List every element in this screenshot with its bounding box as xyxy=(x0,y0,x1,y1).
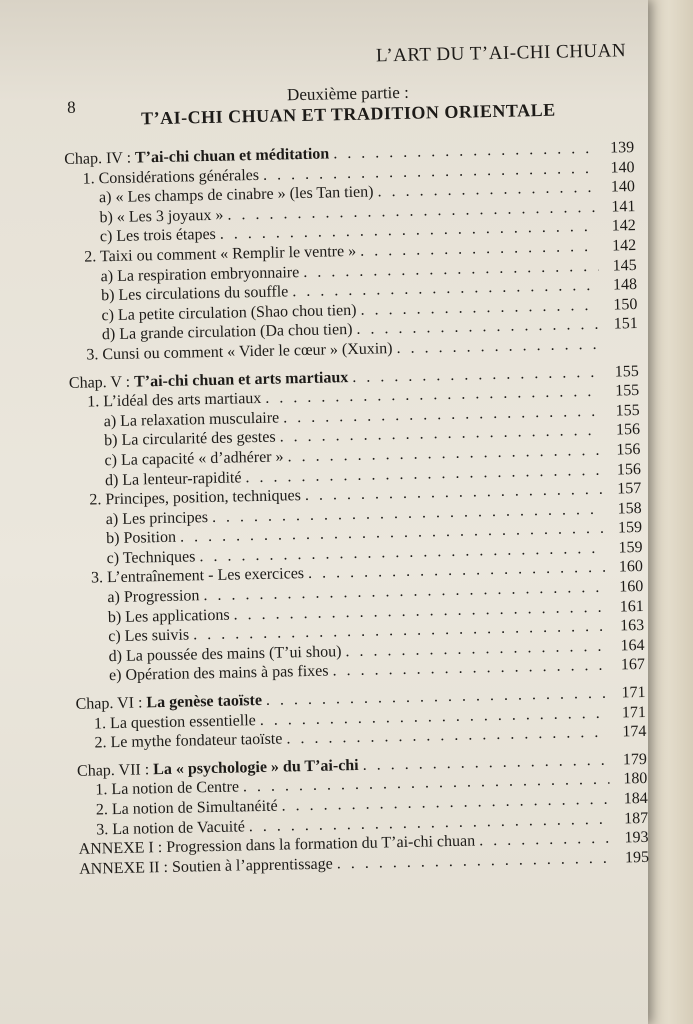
toc-entry-prefix: ANNEXE II : xyxy=(78,858,173,878)
toc-entry-prefix: c) xyxy=(101,306,119,324)
toc-entry-label xyxy=(109,662,329,686)
toc-page-number: 160 xyxy=(619,578,644,596)
toc-page-number: 155 xyxy=(615,382,640,400)
toc-page-number: 164 xyxy=(620,636,645,655)
page-content xyxy=(62,40,649,879)
toc-entry-title: La notion de Vacuité xyxy=(112,817,245,838)
toc-entry-title: La capacité « d’adhérer » xyxy=(120,448,284,469)
toc-page-number: 139 xyxy=(609,139,635,157)
toc-entry-title: Cunsi ou comment « Vider le cœur » (Xuxin) xyxy=(102,340,393,364)
toc-entry-title: Principes, position, techniques xyxy=(105,487,302,509)
toc-entry-prefix: c) xyxy=(106,549,123,568)
toc-page-number: 155 xyxy=(615,401,640,420)
toc-entry-prefix: a) xyxy=(103,412,121,430)
toc-entry-title: Progression dans la formation du T’ai-chi chuan xyxy=(166,832,476,857)
toc-page-number: 159 xyxy=(617,519,643,537)
toc-entry-prefix: 3. xyxy=(86,346,103,364)
table-of-contents xyxy=(64,138,649,879)
toc-entry-prefix: 1. xyxy=(82,169,99,188)
toc-entry-title: La grande circulation (Da chou tien) xyxy=(119,321,353,344)
toc-entry-prefix: d) xyxy=(101,326,120,344)
toc-entry-title: Progression xyxy=(123,587,200,606)
toc-entry-label xyxy=(99,205,223,227)
toc-entry-prefix: Chap. IV : xyxy=(64,149,136,168)
toc-page-number: 157 xyxy=(617,480,642,498)
toc-entry-title: La lenteur-rapidité xyxy=(122,468,242,489)
toc-page-number: 161 xyxy=(619,597,644,616)
dot-leader xyxy=(396,335,600,359)
toc-entry-title: Les applications xyxy=(124,606,230,626)
toc-entry-prefix: Chap. V : xyxy=(68,373,135,392)
toc-entry-label xyxy=(107,586,199,608)
toc-entry-prefix: 1. xyxy=(95,781,112,799)
toc-entry-title: La notion de Centre xyxy=(111,778,240,799)
toc-entry-prefix: ANNEXE I : xyxy=(78,839,167,859)
toc-entry-title: La notion de Simultanéité xyxy=(111,797,278,819)
toc-page-number: 156 xyxy=(616,460,642,478)
toc-page-number: 159 xyxy=(618,538,643,557)
toc-page-number: 155 xyxy=(614,362,639,381)
toc-page-number: 151 xyxy=(613,315,638,333)
toc-entry-title: Les suivis xyxy=(124,626,190,646)
toc-entry-title: L’idéal des arts martiaux xyxy=(103,390,262,411)
toc-page-number: 140 xyxy=(610,178,636,196)
toc-entry-prefix: 2. xyxy=(89,491,106,509)
toc-entry-label xyxy=(106,508,209,530)
toc-page-number: 171 xyxy=(621,683,646,702)
toc-entry-title: Les trois étapes xyxy=(116,226,217,246)
toc-entry-title: La respiration embryonnaire xyxy=(116,263,300,285)
toc-entry-prefix: c) xyxy=(99,228,117,246)
toc-entry-prefix: b) xyxy=(100,287,119,305)
toc-entry-title: Soutien à l’apprentissage xyxy=(171,855,333,876)
toc-page-number xyxy=(604,348,638,349)
toc-entry-prefix: b) xyxy=(99,208,117,227)
part-heading xyxy=(63,68,634,142)
toc-entry-title: La circularité des gestes xyxy=(121,428,276,450)
running-header: L’ART DU T’AI-CHI CHUAN xyxy=(375,40,627,67)
toc-entry-title: Position xyxy=(123,529,177,548)
toc-entry-prefix: b) xyxy=(107,608,126,626)
page-number: 8 xyxy=(66,97,76,117)
toc-entry-prefix: 1. xyxy=(87,393,104,411)
toc-entry-title: La relaxation musculaire xyxy=(120,409,280,430)
toc-entry-title: La poussée des mains (T’ui shou) xyxy=(125,643,342,665)
toc-entry-title: La petite circulation (Shao chou tien) xyxy=(117,301,357,324)
toc-entry-title: Opération des mains à pas fixes xyxy=(125,662,329,685)
toc-page-number: 156 xyxy=(616,440,641,459)
toc-page-number: 141 xyxy=(611,197,636,216)
toc-entry-prefix: 2. xyxy=(95,801,113,819)
toc-entry-title: Le mythe fondateur taoïste xyxy=(110,730,283,752)
toc-entry-title: Les circulations du souffle xyxy=(118,283,289,305)
toc-entry-label xyxy=(106,547,195,568)
toc-page-number: 150 xyxy=(613,295,638,314)
toc-entry-prefix: 3. xyxy=(96,820,113,839)
toc-entry-label xyxy=(79,854,333,879)
toc-entry-label xyxy=(106,528,176,549)
toc-entry-label xyxy=(100,225,216,247)
toc-page-number: 140 xyxy=(610,158,635,177)
toc-entry-prefix: 3. xyxy=(90,569,108,587)
toc-entry-prefix: a) xyxy=(100,267,118,285)
toc-page-number: 180 xyxy=(623,770,648,788)
toc-entry-label xyxy=(108,626,189,647)
toc-page-number: 142 xyxy=(612,236,637,255)
toc-page-number: 167 xyxy=(620,656,646,674)
toc-page-number: 158 xyxy=(617,499,642,518)
toc-entry-title: L’entraînement - Les exercices xyxy=(106,565,305,587)
toc-entry-title: La « psychologie » du T’ai-chi xyxy=(153,756,359,779)
toc-entry-title: Techniques xyxy=(122,548,196,567)
toc-entry-title: La genèse taoïste xyxy=(146,691,263,712)
toc-entry-title: « Les 3 joyaux » xyxy=(116,206,224,226)
toc-page-number: 195 xyxy=(624,848,650,867)
toc-entry-prefix: a) xyxy=(98,189,116,207)
toc-page-number: 163 xyxy=(619,617,645,635)
toc-page-number: 179 xyxy=(622,750,648,769)
toc-entry-prefix: a) xyxy=(107,588,125,607)
toc-page-number: 187 xyxy=(623,809,649,827)
toc-entry-prefix: e) xyxy=(108,667,126,685)
toc-entry-title: « Les champs de cinabre » (les Tan tien) xyxy=(115,183,374,207)
toc-entry-label xyxy=(108,605,230,627)
toc-page-number: 174 xyxy=(622,723,647,741)
toc-entry-title: Considérations générales xyxy=(98,166,260,187)
toc-entry-prefix: c) xyxy=(108,628,125,646)
toc-entry-title: La question essentielle xyxy=(109,711,256,732)
toc-page-number: 148 xyxy=(612,276,638,294)
toc-entry-prefix: 2. xyxy=(94,734,111,752)
toc-entry-prefix: Chap. VII : xyxy=(76,761,154,780)
toc-entry-prefix: b) xyxy=(103,432,122,450)
toc-entry-prefix: d) xyxy=(108,647,127,665)
part-label: Deuxième partie : xyxy=(286,82,410,105)
toc-entry-prefix: c) xyxy=(104,451,122,470)
toc-page-number: 145 xyxy=(612,256,637,275)
part-title: T’AI-CHI CHUAN ET TRADITION ORIENTALE xyxy=(140,99,556,129)
toc-entry-prefix: 1. xyxy=(93,714,111,733)
toc-entry-label xyxy=(94,730,282,754)
toc-page-number: 184 xyxy=(623,789,648,808)
toc-entry-prefix: b) xyxy=(106,530,124,548)
toc-page-number: 193 xyxy=(624,829,649,847)
toc-entry-prefix: a) xyxy=(105,510,123,528)
toc-entry-prefix: 2. xyxy=(84,248,101,266)
toc-entry-prefix: d) xyxy=(104,471,123,489)
toc-entry-prefix: Chap. VI : xyxy=(75,694,147,713)
toc-entry-title: Les principes xyxy=(122,508,209,528)
toc-entry-title: Taixi ou comment « Remplir le ventre » xyxy=(99,242,357,266)
toc-page-number: 160 xyxy=(618,558,644,576)
toc-entry-title: T’ai-chi chuan et arts martiaux xyxy=(133,368,349,391)
toc-page-number: 171 xyxy=(621,703,647,722)
toc-page-number: 156 xyxy=(615,421,641,439)
toc-page-number: 142 xyxy=(611,217,636,235)
toc-entry-title: T’ai-chi chuan et méditation xyxy=(134,145,330,167)
